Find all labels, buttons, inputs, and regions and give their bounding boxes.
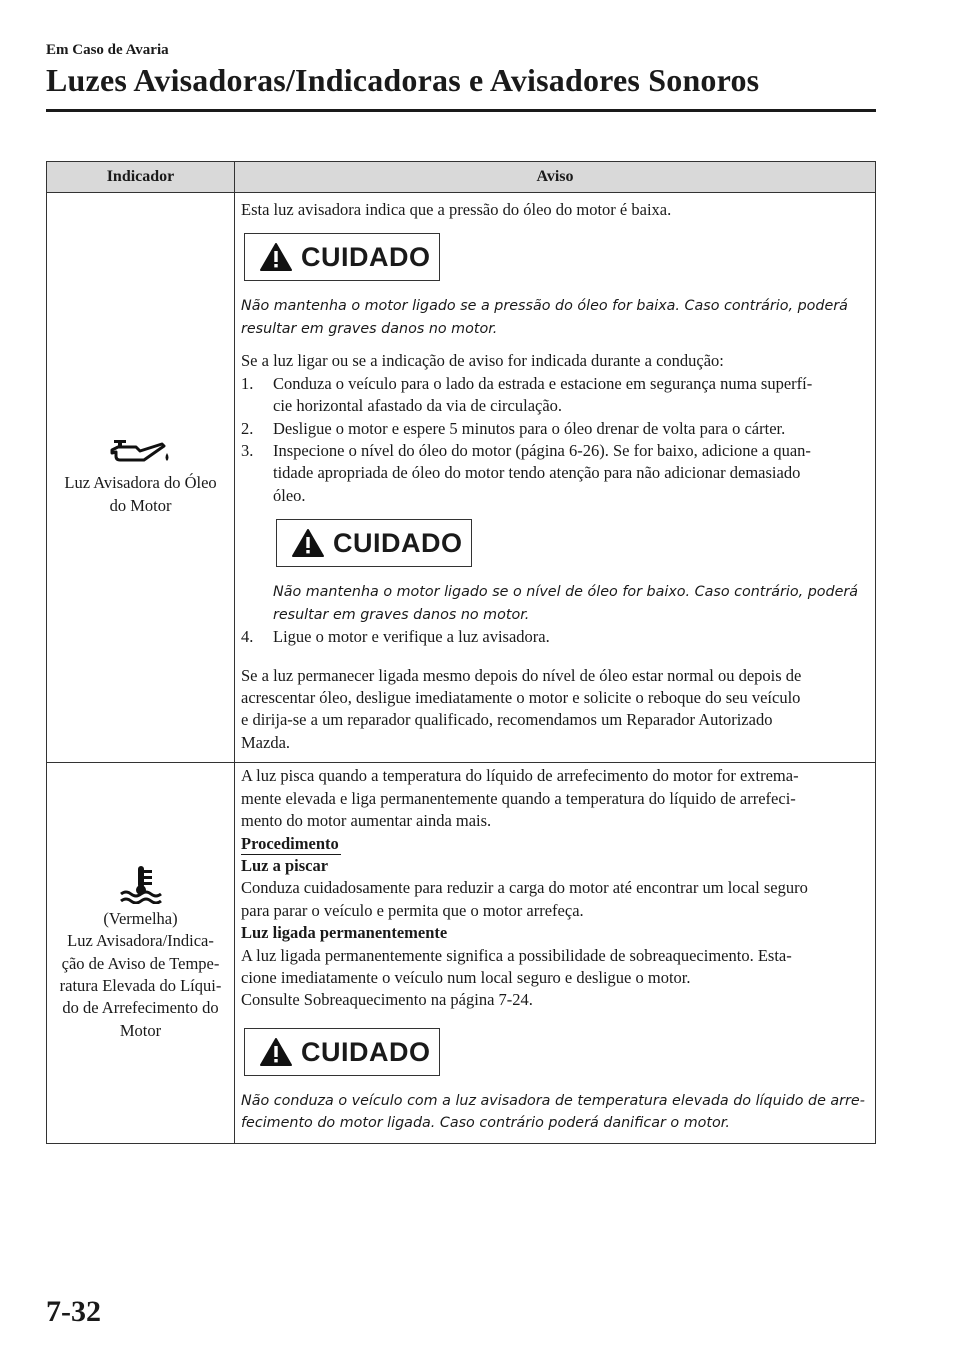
indicator-name-line: (Vermelha) bbox=[103, 908, 178, 928]
intro-line: mente elevada e liga permanentemente quando a temperatura do líquido de arrefeci- bbox=[241, 788, 796, 808]
caution-label: CUIDADO bbox=[333, 528, 463, 559]
closing-line: e dirija-se a um reparador qualificado, recomendamos um Reparador Autorizado bbox=[241, 710, 773, 730]
step-number: 2. bbox=[241, 418, 254, 438]
steady-line: Consulte Sobreaquecimento na página 7-24. bbox=[241, 990, 533, 1010]
flashing-line: para parar o veículo e permita que o motor arrefeça. bbox=[241, 900, 584, 920]
caution-box bbox=[276, 519, 472, 567]
indicator-cell-oil bbox=[47, 193, 235, 763]
step-line: cie horizontal afastado da via de circulação. bbox=[273, 396, 563, 416]
table-row bbox=[47, 763, 876, 1143]
list-item bbox=[241, 373, 869, 418]
caution-text-line: fecimento do motor ligada. Caso contrário poderá danificar o motor. bbox=[241, 1115, 730, 1132]
column-header-warning: Aviso bbox=[235, 162, 876, 193]
warning-triangle-icon bbox=[291, 528, 325, 558]
intro-text: Esta luz avisadora indica que a pressão do óleo do motor é baixa. bbox=[241, 200, 672, 219]
indicator-table bbox=[46, 161, 876, 1144]
coolant-temperature-icon bbox=[118, 864, 164, 904]
caution-text-line: Não mantenha o motor ligado se a pressão do óleo for baixa. Caso contrário, poderá bbox=[241, 298, 848, 315]
closing-line: acrescentar óleo, desligue imediatamente o motor e solicite o reboque do seu veículo bbox=[241, 688, 801, 708]
steps-list bbox=[241, 626, 869, 648]
caution-text-line: resultar em graves danos no motor. bbox=[273, 606, 530, 623]
column-header-indicator: Indicador bbox=[47, 162, 235, 193]
title-divider bbox=[46, 109, 876, 112]
step-number: 3. bbox=[241, 441, 254, 461]
section-label: Em Caso de Avaria bbox=[46, 42, 169, 58]
closing-line: Mazda. bbox=[241, 732, 291, 752]
step-line: Ligue o motor e verifique a luz avisadora. bbox=[273, 627, 550, 647]
oil-can-icon bbox=[110, 438, 172, 468]
indicator-name-line: do Motor bbox=[109, 495, 172, 515]
caution-label: CUIDADO bbox=[301, 1036, 431, 1067]
warning-cell-coolant bbox=[235, 763, 876, 1143]
indicator-name-line: ção de Aviso de Tempe- bbox=[61, 953, 220, 973]
step-line: Conduza o veículo para o lado da estrada e estacione em segurança numa superfí- bbox=[273, 373, 813, 393]
step-number: 1. bbox=[241, 373, 254, 393]
indicator-name-line: Luz Avisadora/Indica- bbox=[67, 931, 214, 951]
procedure-heading: Procedimento bbox=[241, 833, 339, 853]
list-item bbox=[241, 626, 869, 648]
steady-line: cione imediatamente o veículo num local seguro e desligue o motor. bbox=[241, 967, 691, 987]
steady-line: A luz ligada permanentemente significa a possibilidade de sobreaquecimento. Esta- bbox=[241, 945, 792, 965]
table-row bbox=[47, 193, 876, 763]
warning-cell-oil bbox=[235, 193, 876, 763]
step-line: Desligue o motor e espere 5 minutos para o óleo drenar de volta para o cárter. bbox=[273, 418, 786, 438]
step-line: tidade apropriada de óleo do motor tendo atenção para não adicionar demasiado bbox=[273, 463, 801, 483]
intro-line: A luz pisca quando a temperatura do líquido de arrefecimento do motor for extrema- bbox=[241, 766, 799, 786]
intro-line: mento do motor aumentar ainda mais. bbox=[241, 811, 492, 831]
indicator-cell-coolant bbox=[47, 763, 235, 1143]
list-item bbox=[241, 418, 869, 440]
caution-label: CUIDADO bbox=[301, 242, 431, 273]
indicator-name-line: Luz Avisadora do Óleo bbox=[64, 473, 217, 493]
page-title: Luzes Avisadoras/Indicadoras e Avisadores Sonoros bbox=[46, 62, 760, 98]
step-line: Inspecione o nível do óleo do motor (página 6-26). Se for baixo, adicione a quan- bbox=[273, 441, 811, 461]
table-header-row bbox=[47, 162, 876, 193]
caution-text-line: Não conduza o veículo com a luz avisadora de temperatura elevada do líquido de arre- bbox=[241, 1092, 865, 1109]
caution-box bbox=[244, 233, 440, 281]
steps-list bbox=[241, 373, 869, 507]
indicator-name-line: do de Arrefecimento do bbox=[62, 998, 219, 1018]
caution-box bbox=[244, 1028, 440, 1076]
flashing-line: Conduza cuidadosamente para reduzir a carga do motor até encontrar um local seguro bbox=[241, 878, 808, 898]
flashing-heading: Luz a piscar bbox=[241, 855, 329, 875]
caution-text-line: Não mantenha o motor ligado se o nível de óleo for baixo. Caso contrário, poderá bbox=[273, 584, 859, 601]
list-item bbox=[241, 440, 869, 507]
caution-text-line: resultar em graves danos no motor. bbox=[241, 320, 498, 337]
closing-line: Se a luz permanecer ligada mesmo depois do nível de óleo estar normal ou depois de bbox=[241, 665, 802, 685]
indicator-name-line: ratura Elevada do Líqui- bbox=[59, 976, 222, 996]
warning-triangle-icon bbox=[259, 1037, 293, 1067]
steady-heading: Luz ligada permanentemente bbox=[241, 923, 448, 943]
step-line: óleo. bbox=[273, 485, 306, 505]
warning-triangle-icon bbox=[259, 242, 293, 272]
indicator-name-line: Motor bbox=[119, 1020, 162, 1040]
step-number: 4. bbox=[241, 627, 254, 647]
page-number: 7-32 bbox=[46, 1295, 101, 1328]
steps-intro: Se a luz ligar ou se a indicação de aviso for indicada durante a condução: bbox=[241, 351, 724, 371]
